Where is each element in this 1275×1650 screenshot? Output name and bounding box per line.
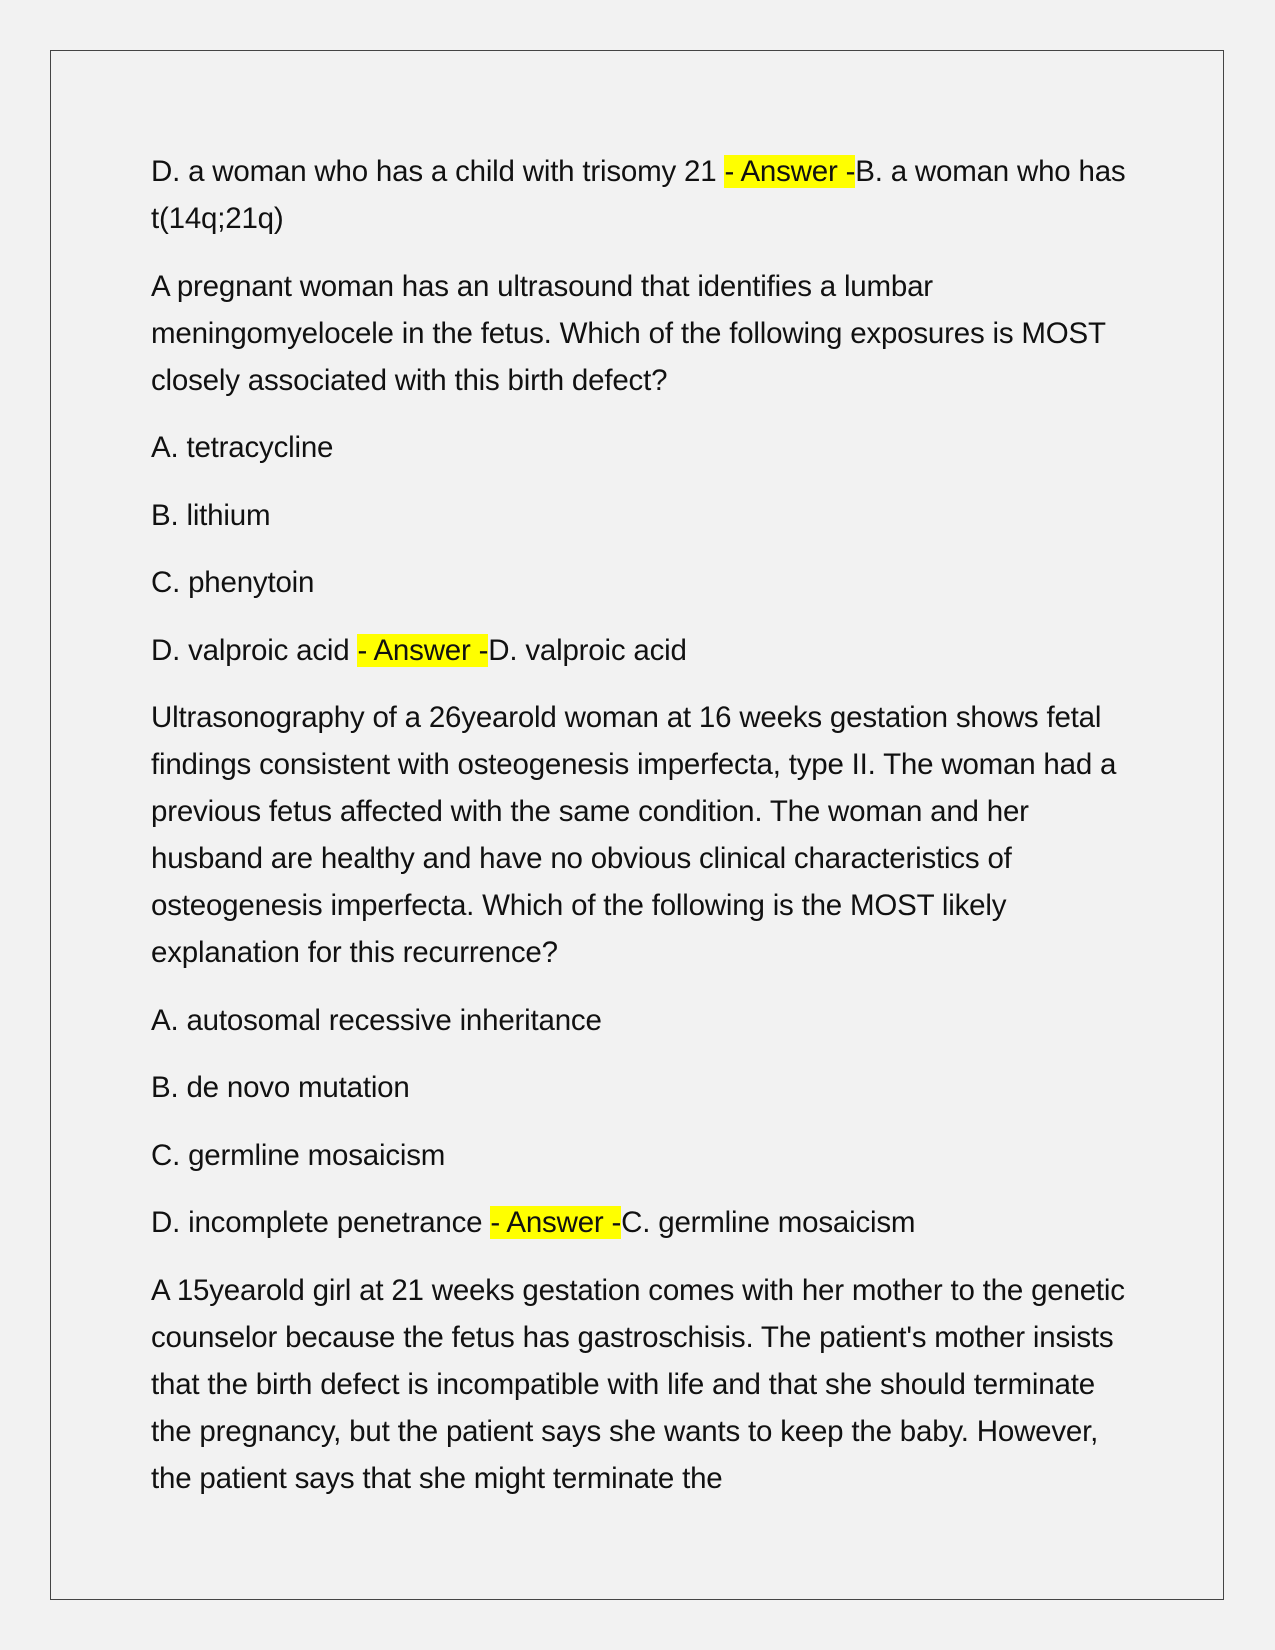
answer-line-q1 xyxy=(151,148,1141,242)
document-body xyxy=(151,148,1141,1522)
question-text: A 15yearold girl at 21 weeks gestation comes with her mother to the genetic counselor because the fetus has gastroschisis. The patient's mother insists that the birth defect is incompatible with life and that she should terminate the pregnancy, but the patient says she wants to keep the baby. However, the patient says that she might terminate the xyxy=(151,1273,1125,1495)
option-text: D. valproic acid xyxy=(151,633,358,667)
answer-highlight: - Answer - xyxy=(724,155,856,188)
option-text: D. incomplete penetrance xyxy=(151,1206,491,1239)
answer-line-q2 xyxy=(151,627,1141,674)
option-b: B. de novo mutation xyxy=(151,1071,410,1104)
option-c: C. germline mosaicism xyxy=(151,1138,446,1172)
option-a: A. autosomal recessive inheritance xyxy=(151,1003,602,1037)
answer-line-q3 xyxy=(151,1199,1141,1246)
question-text: Ultrasonography of a 26yearold woman at 16 weeks gestation shows fetal findings consistent with osteogenesis imperfecta, type II. The woman had a previous fetus affected with the same condition. The woman and her husband are healthy and have no obvious clinical characteristics of osteogenesis imperfecta. Which of the following is the MOST likely explanation for this recurrence? xyxy=(151,701,1117,969)
answer-text: C. germline mosaicism xyxy=(621,1206,916,1239)
answer-highlight: - Answer - xyxy=(490,1206,622,1239)
answer-text: B. a woman who has t(14q;21q) xyxy=(151,155,1126,235)
option-c: C. phenytoin xyxy=(151,566,315,599)
option-b: B. lithium xyxy=(151,498,271,532)
option-a: A. tetracycline xyxy=(151,431,334,464)
answer-text: D. valproic acid xyxy=(488,633,687,667)
question-text: A pregnant woman has an ultrasound that identifies a lumbar meningomyelocele in the fetus. Which of the following exposures is MOST closely associated with this birth defect? xyxy=(151,269,1106,397)
option-text: D. a woman who has a child with trisomy 21 xyxy=(151,155,725,188)
answer-highlight: - Answer - xyxy=(357,633,489,667)
